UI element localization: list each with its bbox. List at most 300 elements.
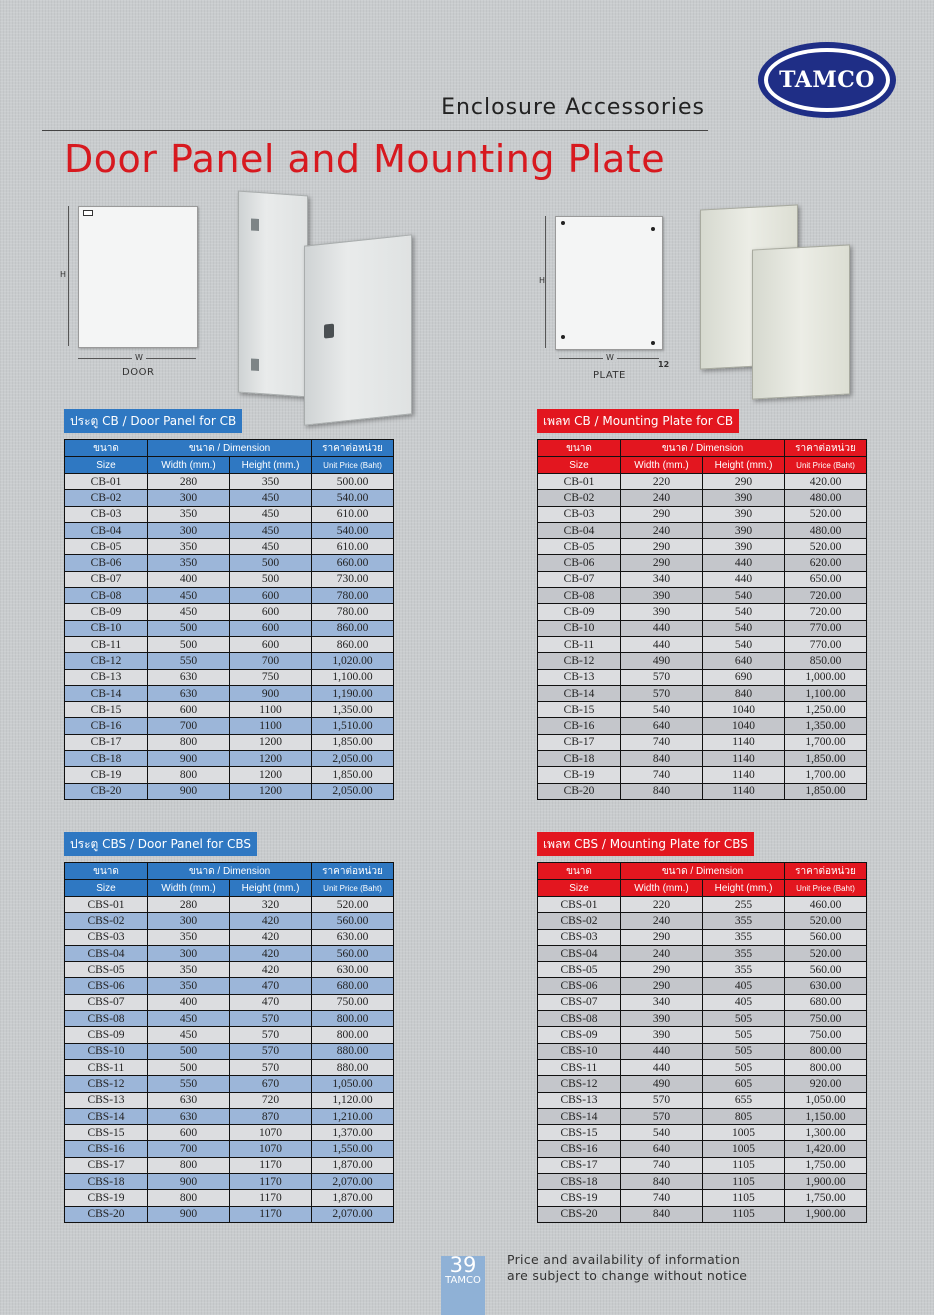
size-cell: CBS-02 [65, 913, 148, 929]
height-cell: 720 [230, 1092, 312, 1108]
price-cell: 500.00 [312, 474, 394, 490]
table-row [538, 571, 867, 587]
price-cell: 1,370.00 [312, 1125, 394, 1141]
height-header: Height (mm.) [703, 880, 785, 897]
plate-width-label: W [603, 353, 617, 362]
size-cell: CB-02 [65, 490, 148, 506]
door-outline [78, 206, 198, 348]
height-cell: 255 [703, 897, 785, 913]
height-cell: 420 [230, 929, 312, 945]
height-cell: 655 [703, 1092, 785, 1108]
height-cell: 1100 [230, 718, 312, 734]
size-cell: CBS-20 [538, 1206, 621, 1222]
table-row [65, 702, 394, 718]
size-cell: CB-01 [65, 474, 148, 490]
price-cell: 610.00 [312, 539, 394, 555]
price-cell: 850.00 [785, 653, 867, 669]
size-cell: CB-11 [538, 636, 621, 652]
price-cell: 630.00 [312, 962, 394, 978]
size-cell: CB-04 [538, 522, 621, 538]
price-cell: 1,050.00 [312, 1076, 394, 1092]
width-cell: 450 [148, 588, 230, 604]
size-cell: CBS-07 [65, 994, 148, 1010]
height-cell: 420 [230, 962, 312, 978]
size-cell: CB-16 [538, 718, 621, 734]
width-cell: 440 [621, 1059, 703, 1075]
height-cell: 405 [703, 994, 785, 1010]
price-header: Unit Price (Baht) [785, 880, 867, 897]
height-cell: 390 [703, 522, 785, 538]
height-cell: 355 [703, 962, 785, 978]
price-cell: 1,900.00 [785, 1206, 867, 1222]
size-cell: CB-19 [65, 767, 148, 783]
plate-drawing [535, 210, 685, 390]
table-row [538, 1011, 867, 1027]
door-height-label: H [60, 270, 67, 279]
table-row [538, 1059, 867, 1075]
price-cell: 1,850.00 [785, 751, 867, 767]
price-cell: 800.00 [785, 1043, 867, 1059]
width-cell: 400 [148, 994, 230, 1010]
size-cell: CBS-11 [65, 1059, 148, 1075]
size-cell: CBS-10 [65, 1043, 148, 1059]
width-cell: 440 [621, 1043, 703, 1059]
size-cell: CBS-13 [538, 1092, 621, 1108]
height-cell: 1040 [703, 702, 785, 718]
width-cell: 350 [148, 962, 230, 978]
height-cell: 350 [230, 474, 312, 490]
price-cell: 1,870.00 [312, 1157, 394, 1173]
height-cell: 440 [703, 555, 785, 571]
price-cell: 1,550.00 [312, 1141, 394, 1157]
table-row [538, 945, 867, 961]
price-cell: 1,750.00 [785, 1157, 867, 1173]
size-cell: CB-08 [65, 588, 148, 604]
price-header-th: ราคาต่อหน่วย [312, 440, 394, 457]
size-cell: CBS-01 [65, 897, 148, 913]
height-cell: 450 [230, 522, 312, 538]
height-cell: 1105 [703, 1174, 785, 1190]
width-cell: 800 [148, 1190, 230, 1206]
price-cell: 520.00 [785, 539, 867, 555]
mounting-hole-icon [651, 341, 655, 345]
size-cell: CB-04 [65, 522, 148, 538]
table-row [538, 1076, 867, 1092]
size-cell: CBS-01 [538, 897, 621, 913]
price-cell: 1,510.00 [312, 718, 394, 734]
size-cell: CB-14 [538, 685, 621, 701]
price-cell: 750.00 [785, 1011, 867, 1027]
price-cell: 1,250.00 [785, 702, 867, 718]
height-cell: 500 [230, 571, 312, 587]
table-row [538, 555, 867, 571]
table-row [538, 962, 867, 978]
height-cell: 1170 [230, 1190, 312, 1206]
height-cell: 470 [230, 994, 312, 1010]
price-cell: 1,100.00 [785, 685, 867, 701]
table-row [65, 1174, 394, 1190]
table-row [65, 1011, 394, 1027]
plate-thickness-label: 12 [658, 360, 670, 369]
price-header: Unit Price (Baht) [785, 457, 867, 474]
table-row [65, 945, 394, 961]
table-row [65, 1190, 394, 1206]
plate-caption: PLATE [593, 370, 626, 381]
price-cell: 610.00 [312, 506, 394, 522]
height-cell: 450 [230, 490, 312, 506]
table-row [65, 1141, 394, 1157]
height-cell: 405 [703, 978, 785, 994]
size-cell: CB-03 [538, 506, 621, 522]
height-cell: 570 [230, 1011, 312, 1027]
size-cell: CBS-06 [65, 978, 148, 994]
table-row [538, 1043, 867, 1059]
price-cell: 520.00 [785, 913, 867, 929]
height-header: Height (mm.) [230, 880, 312, 897]
price-cell: 1,750.00 [785, 1190, 867, 1206]
table-row [538, 734, 867, 750]
width-cell: 540 [621, 1125, 703, 1141]
height-cell: 355 [703, 913, 785, 929]
size-cell: CBS-16 [65, 1141, 148, 1157]
size-cell: CBS-09 [65, 1027, 148, 1043]
width-cell: 450 [148, 604, 230, 620]
table-row [538, 636, 867, 652]
width-cell: 290 [621, 962, 703, 978]
door-cbs-table [64, 862, 394, 1223]
width-cell: 280 [148, 897, 230, 913]
size-header: Size [65, 457, 148, 474]
width-cell: 290 [621, 929, 703, 945]
page-number: 39 [449, 1253, 477, 1277]
size-cell: CBS-03 [65, 929, 148, 945]
table-row [65, 620, 394, 636]
size-cell: CB-06 [65, 555, 148, 571]
size-cell: CB-20 [65, 783, 148, 799]
price-cell: 480.00 [785, 522, 867, 538]
door-width-label: W [132, 353, 146, 362]
price-cell: 650.00 [785, 571, 867, 587]
dimension-header: ขนาด / Dimension [148, 440, 312, 457]
size-cell: CBS-06 [538, 978, 621, 994]
size-cell: CB-10 [538, 620, 621, 636]
size-cell: CBS-15 [65, 1125, 148, 1141]
size-cell: CBS-17 [538, 1157, 621, 1173]
width-cell: 350 [148, 929, 230, 945]
price-header: Unit Price (Baht) [312, 880, 394, 897]
height-cell: 1170 [230, 1157, 312, 1173]
size-cell: CB-05 [538, 539, 621, 555]
price-cell: 2,070.00 [312, 1206, 394, 1222]
price-header-th: ราคาต่อหน่วย [312, 863, 394, 880]
table-row [65, 1076, 394, 1092]
width-cell: 900 [148, 1174, 230, 1190]
table-row [65, 913, 394, 929]
table-row [65, 522, 394, 538]
width-cell: 800 [148, 1157, 230, 1173]
height-cell: 1005 [703, 1125, 785, 1141]
price-cell: 920.00 [785, 1076, 867, 1092]
height-cell: 540 [703, 636, 785, 652]
size-cell: CBS-04 [538, 945, 621, 961]
size-cell: CBS-05 [65, 962, 148, 978]
price-cell: 520.00 [785, 506, 867, 522]
disclaimer [507, 1252, 747, 1284]
width-cell: 390 [621, 1011, 703, 1027]
price-cell: 730.00 [312, 571, 394, 587]
table-row [65, 1043, 394, 1059]
table-row [538, 490, 867, 506]
table-row [65, 734, 394, 750]
price-cell: 2,070.00 [312, 1174, 394, 1190]
size-cell: CBS-12 [538, 1076, 621, 1092]
height-cell: 1200 [230, 783, 312, 799]
width-cell: 240 [621, 522, 703, 538]
price-cell: 880.00 [312, 1059, 394, 1075]
size-header-th: ขนาด [65, 863, 148, 880]
price-cell: 1,350.00 [785, 718, 867, 734]
height-cell: 420 [230, 945, 312, 961]
width-cell: 340 [621, 994, 703, 1010]
price-cell: 770.00 [785, 620, 867, 636]
table-row [538, 1174, 867, 1190]
size-cell: CB-03 [65, 506, 148, 522]
plate-cb-title: เพลท CB / Mounting Plate for CB [537, 409, 739, 433]
table-row [538, 506, 867, 522]
size-cell: CB-12 [538, 653, 621, 669]
price-cell: 1,850.00 [312, 734, 394, 750]
width-cell: 800 [148, 734, 230, 750]
table-row [538, 588, 867, 604]
plate-cbs-table [537, 862, 867, 1223]
height-cell: 540 [703, 588, 785, 604]
width-cell: 540 [621, 702, 703, 718]
width-header: Width (mm.) [621, 880, 703, 897]
height-cell: 570 [230, 1059, 312, 1075]
height-cell: 840 [703, 685, 785, 701]
size-cell: CBS-14 [65, 1108, 148, 1124]
height-cell: 390 [703, 490, 785, 506]
price-cell: 1,050.00 [785, 1092, 867, 1108]
height-cell: 1070 [230, 1141, 312, 1157]
price-cell: 630.00 [312, 929, 394, 945]
width-cell: 350 [148, 978, 230, 994]
table-row [538, 718, 867, 734]
size-header-th: ขนาด [538, 863, 621, 880]
dimension-header: ขนาด / Dimension [148, 863, 312, 880]
door-lock-icon [83, 210, 93, 216]
price-cell: 2,050.00 [312, 751, 394, 767]
price-cell: 750.00 [312, 994, 394, 1010]
table-row [538, 702, 867, 718]
height-cell: 355 [703, 929, 785, 945]
disclaimer-line-2: are subject to change without notice [507, 1268, 748, 1283]
table-row [65, 490, 394, 506]
size-cell: CB-08 [538, 588, 621, 604]
price-cell: 560.00 [785, 962, 867, 978]
height-cell: 420 [230, 913, 312, 929]
table-row [65, 636, 394, 652]
table-row [65, 978, 394, 994]
door-cb-table [64, 439, 394, 800]
width-cell: 440 [621, 636, 703, 652]
width-cell: 300 [148, 490, 230, 506]
plate-cbs-title: เพลท CBS / Mounting Plate for CBS [537, 832, 754, 856]
size-cell: CBS-19 [65, 1190, 148, 1206]
width-cell: 570 [621, 669, 703, 685]
width-cell: 740 [621, 1157, 703, 1173]
price-cell: 560.00 [312, 945, 394, 961]
price-cell: 680.00 [785, 994, 867, 1010]
price-cell: 1,850.00 [785, 783, 867, 799]
width-cell: 500 [148, 1043, 230, 1059]
size-header: Size [538, 457, 621, 474]
table-row [65, 929, 394, 945]
width-cell: 490 [621, 653, 703, 669]
width-cell: 300 [148, 913, 230, 929]
table-row [65, 474, 394, 490]
size-cell: CB-02 [538, 490, 621, 506]
table-row [538, 685, 867, 701]
size-cell: CBS-10 [538, 1043, 621, 1059]
width-cell: 550 [148, 1076, 230, 1092]
size-cell: CBS-19 [538, 1190, 621, 1206]
height-header: Height (mm.) [230, 457, 312, 474]
height-cell: 605 [703, 1076, 785, 1092]
width-cell: 350 [148, 539, 230, 555]
size-header-th: ขนาด [538, 440, 621, 457]
plate-outline [555, 216, 663, 350]
height-cell: 505 [703, 1027, 785, 1043]
height-cell: 505 [703, 1059, 785, 1075]
header-divider [42, 130, 708, 131]
price-cell: 1,350.00 [312, 702, 394, 718]
width-cell: 290 [621, 539, 703, 555]
size-cell: CB-07 [538, 571, 621, 587]
size-cell: CB-15 [538, 702, 621, 718]
table-row [538, 783, 867, 799]
size-cell: CB-14 [65, 685, 148, 701]
plate-cb-table [537, 439, 867, 800]
height-cell: 290 [703, 474, 785, 490]
table-row [538, 978, 867, 994]
width-cell: 740 [621, 734, 703, 750]
width-cell: 570 [621, 1092, 703, 1108]
size-cell: CBS-03 [538, 929, 621, 945]
width-cell: 280 [148, 474, 230, 490]
door-cbs-title: ประตู CBS / Door Panel for CBS [64, 832, 257, 856]
price-cell: 1,100.00 [312, 669, 394, 685]
table-row [65, 1092, 394, 1108]
size-cell: CBS-20 [65, 1206, 148, 1222]
width-cell: 350 [148, 506, 230, 522]
price-cell: 1,020.00 [312, 653, 394, 669]
price-header-th: ราคาต่อหน่วย [785, 863, 867, 880]
width-cell: 450 [148, 1027, 230, 1043]
mounting-hole-icon [651, 227, 655, 231]
size-cell: CB-17 [538, 734, 621, 750]
height-cell: 700 [230, 653, 312, 669]
dimension-header: ขนาด / Dimension [621, 440, 785, 457]
table-row [538, 1027, 867, 1043]
price-cell: 1,210.00 [312, 1108, 394, 1124]
width-cell: 240 [621, 913, 703, 929]
height-cell: 505 [703, 1043, 785, 1059]
price-cell: 480.00 [785, 490, 867, 506]
table-row [538, 620, 867, 636]
price-cell: 630.00 [785, 978, 867, 994]
size-cell: CBS-18 [65, 1174, 148, 1190]
price-cell: 1,190.00 [312, 685, 394, 701]
table-row [538, 522, 867, 538]
height-cell: 690 [703, 669, 785, 685]
height-header: Height (mm.) [703, 457, 785, 474]
height-cell: 1140 [703, 751, 785, 767]
dimension-header: ขนาด / Dimension [621, 863, 785, 880]
width-header: Width (mm.) [148, 457, 230, 474]
width-cell: 630 [148, 669, 230, 685]
height-cell: 540 [703, 620, 785, 636]
size-cell: CBS-18 [538, 1174, 621, 1190]
size-cell: CBS-17 [65, 1157, 148, 1173]
table-row [538, 897, 867, 913]
width-cell: 240 [621, 490, 703, 506]
width-cell: 570 [621, 1108, 703, 1124]
height-cell: 1140 [703, 783, 785, 799]
door-panel-photo-front [304, 234, 412, 425]
price-cell: 770.00 [785, 636, 867, 652]
table-row [65, 897, 394, 913]
plate-height-label: H [539, 276, 546, 285]
price-cell: 460.00 [785, 897, 867, 913]
size-cell: CBS-05 [538, 962, 621, 978]
price-cell: 720.00 [785, 588, 867, 604]
width-cell: 240 [621, 945, 703, 961]
height-cell: 870 [230, 1108, 312, 1124]
price-cell: 420.00 [785, 474, 867, 490]
height-cell: 750 [230, 669, 312, 685]
width-cell: 840 [621, 1174, 703, 1190]
width-cell: 570 [621, 685, 703, 701]
price-cell: 520.00 [312, 897, 394, 913]
height-cell: 805 [703, 1108, 785, 1124]
size-cell: CB-09 [65, 604, 148, 620]
mounting-hole-icon [561, 335, 565, 339]
height-cell: 640 [703, 653, 785, 669]
table-row [538, 767, 867, 783]
height-cell: 1105 [703, 1190, 785, 1206]
table-row [65, 767, 394, 783]
size-cell: CB-11 [65, 636, 148, 652]
price-cell: 1,900.00 [785, 1174, 867, 1190]
size-cell: CBS-14 [538, 1108, 621, 1124]
height-cell: 1040 [703, 718, 785, 734]
height-cell: 450 [230, 506, 312, 522]
size-cell: CBS-09 [538, 1027, 621, 1043]
height-cell: 1200 [230, 734, 312, 750]
table-row [65, 506, 394, 522]
size-cell: CBS-13 [65, 1092, 148, 1108]
height-cell: 500 [230, 555, 312, 571]
height-cell: 390 [703, 539, 785, 555]
height-cell: 390 [703, 506, 785, 522]
table-row [65, 604, 394, 620]
height-cell: 1140 [703, 734, 785, 750]
width-cell: 290 [621, 978, 703, 994]
size-cell: CB-18 [65, 751, 148, 767]
height-cell: 600 [230, 636, 312, 652]
size-cell: CBS-11 [538, 1059, 621, 1075]
